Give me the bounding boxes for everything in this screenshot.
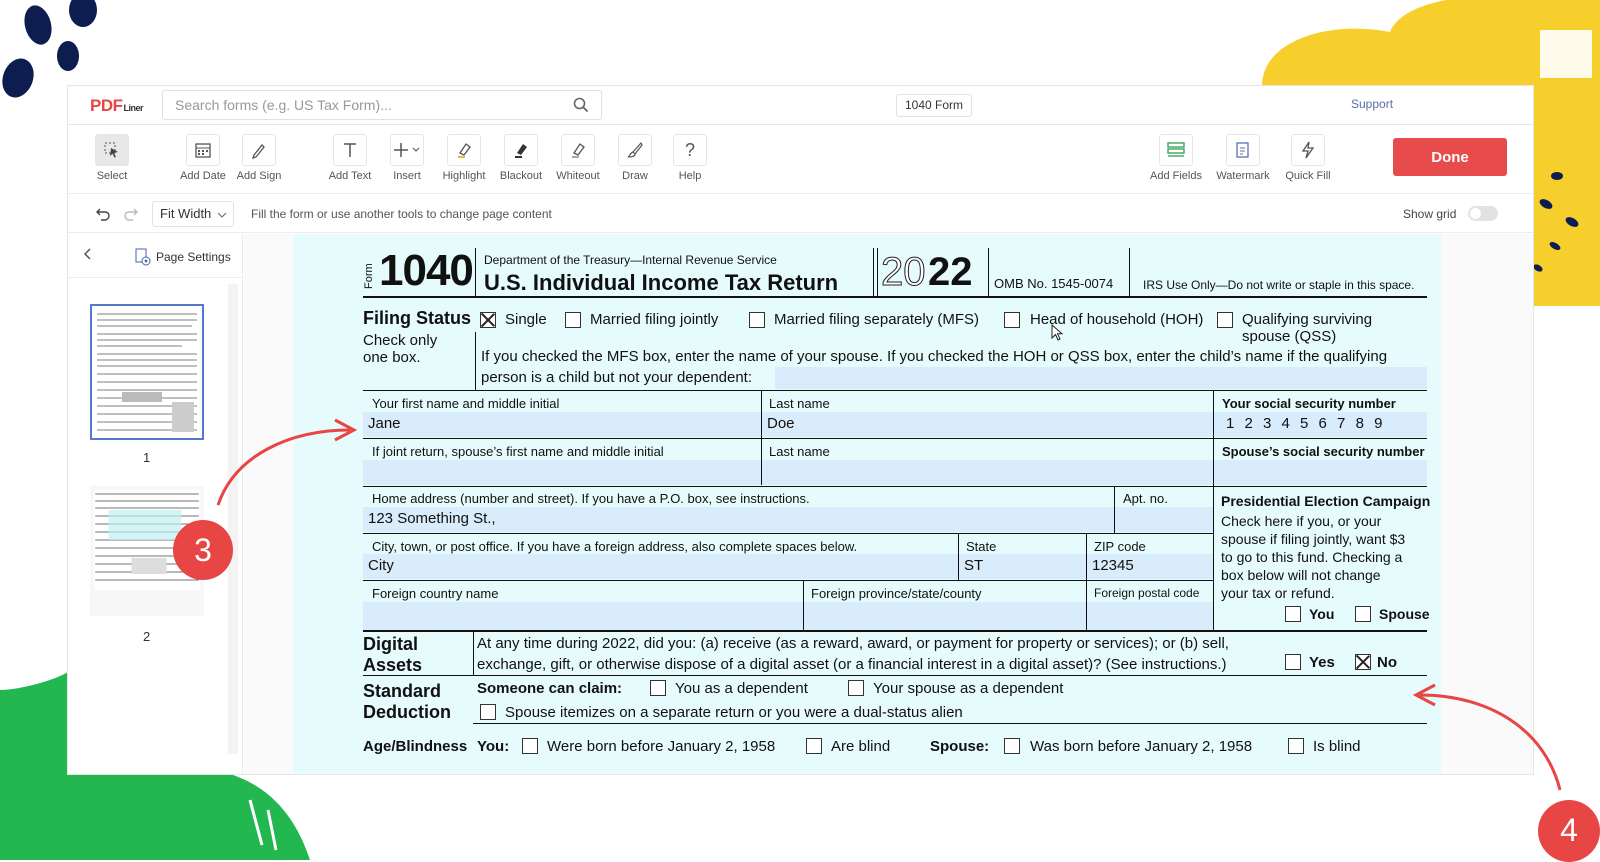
address-input[interactable]: 123 Something St.,: [363, 507, 1114, 532]
mfs-note-line2: person is a child but not your dependent:: [481, 369, 753, 386]
zoom-select[interactable]: Fit Width: [152, 201, 234, 227]
done-button[interactable]: Done: [1393, 138, 1507, 176]
age-you-label: You:: [477, 738, 510, 755]
last-name-label: Last name: [769, 396, 830, 411]
qss-label: Qualifying surviving: [1242, 311, 1373, 328]
question-icon: ?: [673, 134, 707, 166]
hint-text: Fill the form or use another tools to change page content: [251, 207, 552, 221]
year-bold: 22: [928, 250, 973, 294]
presidential-line4: box below will not change: [1221, 567, 1381, 583]
age-blindness-heading: Age/Blindness: [363, 738, 468, 755]
add-sign-tool[interactable]: Add Sign: [231, 134, 287, 182]
address-label: Home address (number and street). If you have a P.O. box, see instructions.: [372, 491, 810, 506]
form-number: 1040: [379, 246, 473, 295]
ssn-input[interactable]: 1 2 3 4 5 6 7 8 9: [1214, 412, 1427, 437]
standard-deduction-heading1: Standard: [363, 681, 442, 701]
form-title: U.S. Individual Income Tax Return: [484, 270, 839, 295]
draw-tool[interactable]: Draw: [607, 134, 663, 182]
married-jointly-label: Married filing jointly: [590, 311, 719, 328]
irs-use-only: IRS Use Only—Do not write or staple in this space.: [1143, 278, 1415, 292]
you-dependent-label: You as a dependent: [675, 680, 808, 697]
presidential-you-label: You: [1309, 606, 1335, 622]
page-number-1: 1: [143, 450, 151, 465]
last-name-input[interactable]: Doe: [762, 412, 1213, 437]
step-4-badge: 4: [1538, 800, 1600, 862]
presidential-line5: your tax or refund.: [1221, 585, 1335, 601]
state-input[interactable]: ST: [959, 554, 1086, 579]
add-text-tool[interactable]: Add Text: [322, 134, 378, 182]
help-tool[interactable]: ? Help: [662, 134, 718, 182]
presidential-line1: Check here if you, or your: [1221, 513, 1382, 529]
blackout-tool[interactable]: Blackout: [493, 134, 549, 182]
head-of-household-label: Head of household (HOH): [1030, 311, 1204, 328]
digital-assets-heading1: Digital: [363, 634, 419, 654]
spouse-itemizes-label: Spouse itemizes on a separate return or you were a dual-status alien: [505, 704, 963, 721]
city-input[interactable]: City: [363, 554, 958, 579]
document-name[interactable]: 1040 Form: [896, 94, 972, 117]
digital-assets-yes-label: Yes: [1309, 654, 1335, 671]
age-spouse-label: Spouse:: [930, 738, 990, 755]
foreign-province-label: Foreign province/state/county: [811, 586, 982, 601]
year-light: 20: [881, 250, 926, 294]
married-separately-label: Married filing separately (MFS): [774, 311, 980, 328]
filing-status-sub2: one box.: [363, 349, 421, 366]
whiteout-tool[interactable]: Whiteout: [550, 134, 606, 182]
zip-input[interactable]: 12345: [1087, 554, 1213, 579]
first-name-input[interactable]: Jane: [363, 412, 761, 437]
filing-status-heading: Filing Status: [363, 308, 471, 328]
spouse-dependent-label: Your spouse as a dependent: [873, 680, 1064, 697]
add-fields-tool[interactable]: Add Fields: [1148, 134, 1204, 182]
highlight-tool[interactable]: Highlight: [436, 134, 492, 182]
app-logo[interactable]: PDFLiner: [90, 96, 144, 115]
spouse-first-name-label: If joint return, spouse’s first name and middle initial: [372, 444, 664, 459]
presidential-heading: Presidential Election Campaign: [1221, 493, 1431, 509]
quick-fill-tool[interactable]: Quick Fill: [1280, 134, 1336, 182]
state-label: State: [966, 539, 997, 554]
someone-can-claim: Someone can claim:: [477, 680, 623, 697]
watermark-tool[interactable]: Watermark: [1215, 134, 1271, 182]
zip-label: ZIP code: [1094, 539, 1146, 554]
page-settings-button[interactable]: Page Settings: [134, 248, 231, 266]
step-3-badge: 3: [173, 520, 233, 580]
presidential-line2: spouse if filing jointly, want $3: [1221, 531, 1406, 547]
add-date-tool[interactable]: Add Date: [175, 134, 231, 182]
page-number-2: 2: [143, 629, 151, 644]
digital-assets-heading2: Assets: [363, 655, 423, 675]
standard-deduction-heading2: Deduction: [363, 702, 451, 722]
show-grid-label: Show grid: [1403, 207, 1457, 221]
omb-number: OMB No. 1545-0074: [994, 276, 1114, 291]
select-tool[interactable]: Select: [84, 134, 140, 182]
spouse-ssn-label: Spouse’s social security number: [1222, 444, 1425, 459]
mfs-note-line1: If you checked the MFS box, enter the name of your spouse. If you checked the HOH or QSS box, enter the child’s name if the qualifying: [481, 348, 1388, 365]
digital-assets-no-label: No: [1377, 654, 1397, 671]
digital-assets-text2: exchange, gift, or otherwise dispose of a digital asset (or a financial interest in a digital asset)? (See instructions.): [477, 656, 1227, 673]
digital-assets-text1: At any time during 2022, did you: (a) receive (as a reward, award, or payment for property or services); or (b) sell,: [477, 635, 1229, 652]
insert-tool[interactable]: Insert: [379, 134, 435, 182]
filing-status-sub1: Check only: [363, 332, 438, 349]
single-label: Single: [505, 311, 547, 328]
foreign-country-label: Foreign country name: [372, 586, 499, 601]
presidential-spouse-label: Spouse: [1379, 606, 1430, 622]
you-blind-label: Are blind: [831, 738, 891, 755]
first-name-label: Your first name and middle initial: [372, 396, 560, 411]
you-born-before-label: Were born before January 2, 1958: [547, 738, 776, 755]
department: Department of the Treasury—Internal Revenue Service: [484, 253, 777, 267]
apt-label: Apt. no.: [1123, 491, 1168, 506]
ssn-label: Your social security number: [1222, 396, 1396, 411]
qss-label-line2: spouse (QSS): [1242, 328, 1337, 345]
form-label: Form: [363, 263, 375, 289]
city-label: City, town, or post office. If you have a foreign address, also complete spaces below.: [372, 539, 858, 554]
presidential-line3: to go to this fund. Checking a: [1221, 549, 1403, 565]
spouse-blind-label: Is blind: [1313, 738, 1361, 755]
spouse-last-name-label: Last name: [769, 444, 830, 459]
support-link[interactable]: Support: [1351, 97, 1394, 111]
spouse-born-before-label: Was born before January 2, 1958: [1030, 738, 1253, 755]
foreign-postal-label: Foreign postal code: [1094, 586, 1200, 600]
